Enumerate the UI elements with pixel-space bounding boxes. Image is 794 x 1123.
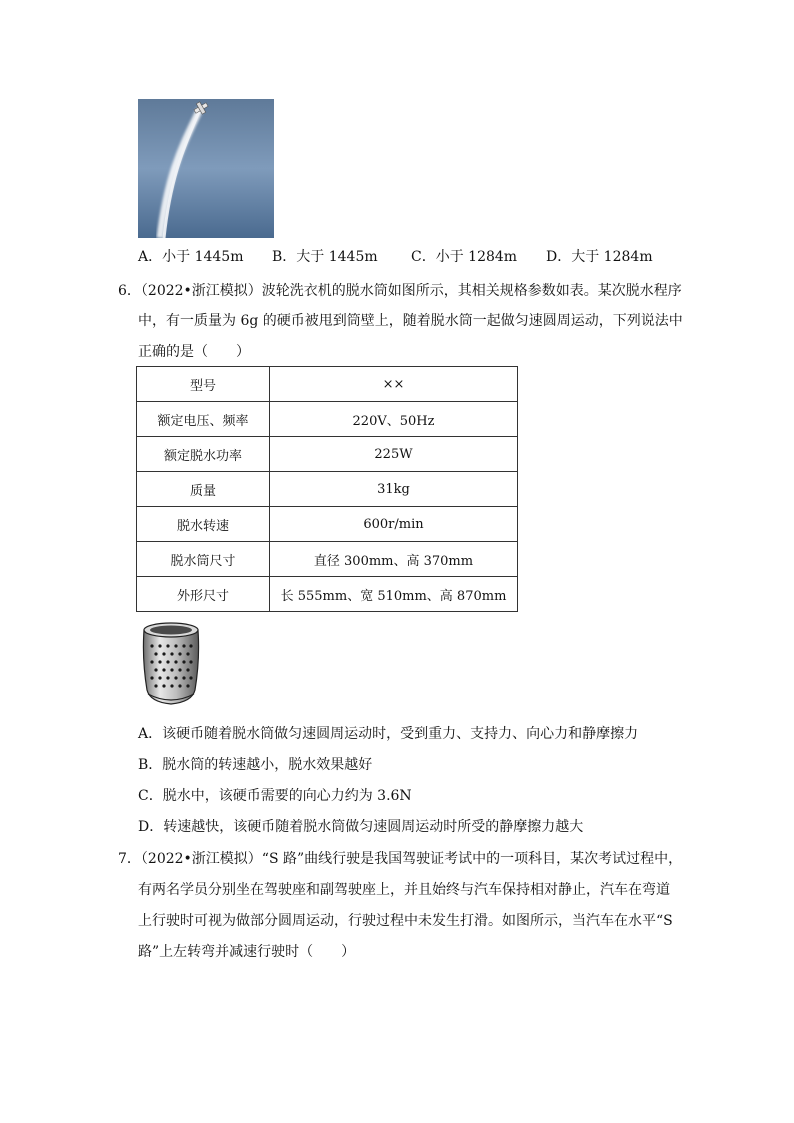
q7-stem-line-1: 7．（2022•浙江模拟）“S 路”曲线行驶是我国驾驶证考试中的一项科目，某次考试过程中， [118,851,683,867]
table-row [137,542,518,577]
spin-drum-image [138,620,204,708]
table-row [137,402,518,437]
q5-option-b: B．大于 1445m [272,249,378,265]
q7-stem-line-4: 路”上左转弯并减速行驶时（ ） [138,944,356,960]
q5-option-d: D．大于 1284m [546,249,653,265]
q6-stem-line-3: 正确的是（ ） [138,344,250,360]
table-row [137,507,518,542]
spec-key: 额定电压、频率 [137,402,270,437]
q5-option-a: A．小于 1445m [138,249,244,265]
q6-option-a: A．该硬币随着脱水筒做匀速圆周运动时，受到重力、支持力、向心力和静摩擦力 [138,726,639,742]
spec-key: 质量 [137,472,270,507]
q6-option-c: C．脱水中，该硬币需要的向心力约为 3.6N [138,788,412,804]
table-row [137,437,518,472]
q7-stem-line-2: 有两名学员分别坐在驾驶座和副驾驶座上，并且始终与汽车保持相对静止，汽车在弯道 [138,882,670,898]
q6-stem-line-2: 中，有一质量为 6g 的硬币被甩到筒壁上，随着脱水筒一起做匀速圆周运动，下列说法中 [138,313,683,329]
table-row [137,472,518,507]
spec-key: 额定脱水功率 [137,437,270,472]
spec-table [136,366,518,612]
spec-value: 600r/min [270,507,518,542]
spec-value: 31kg [270,472,518,507]
plane-smoke-trail-image [138,99,274,238]
q6-stem-line-1: 6．（2022•浙江模拟）波轮洗衣机的脱水筒如图所示，其相关规格参数如表。某次脱水程序 [118,283,682,299]
table-row [137,577,518,612]
spec-key: 脱水筒尺寸 [137,542,270,577]
spec-key: 脱水转速 [137,507,270,542]
q7-stem-line-3: 上行驶时可视为做部分圆周运动，行驶过程中未发生打滑。如图所示，当汽车在水平“S [138,913,673,929]
spec-value: ×× [270,367,518,402]
q6-option-d: D．转速越快，该硬币随着脱水筒做匀速圆周运动时所受的静摩擦力越大 [138,819,584,835]
table-row [137,367,518,402]
spec-value: 225W [270,437,518,472]
spec-key: 外形尺寸 [137,577,270,612]
spec-value: 直径 300mm、高 370mm [270,542,518,577]
spec-value: 长 555mm、宽 510mm、高 870mm [270,577,518,612]
q5-option-c: C．小于 1284m [411,249,518,265]
spec-value: 220V、50Hz [270,402,518,437]
spec-key: 型号 [137,367,270,402]
q6-option-b: B．脱水筒的转速越小，脱水效果越好 [138,757,373,773]
